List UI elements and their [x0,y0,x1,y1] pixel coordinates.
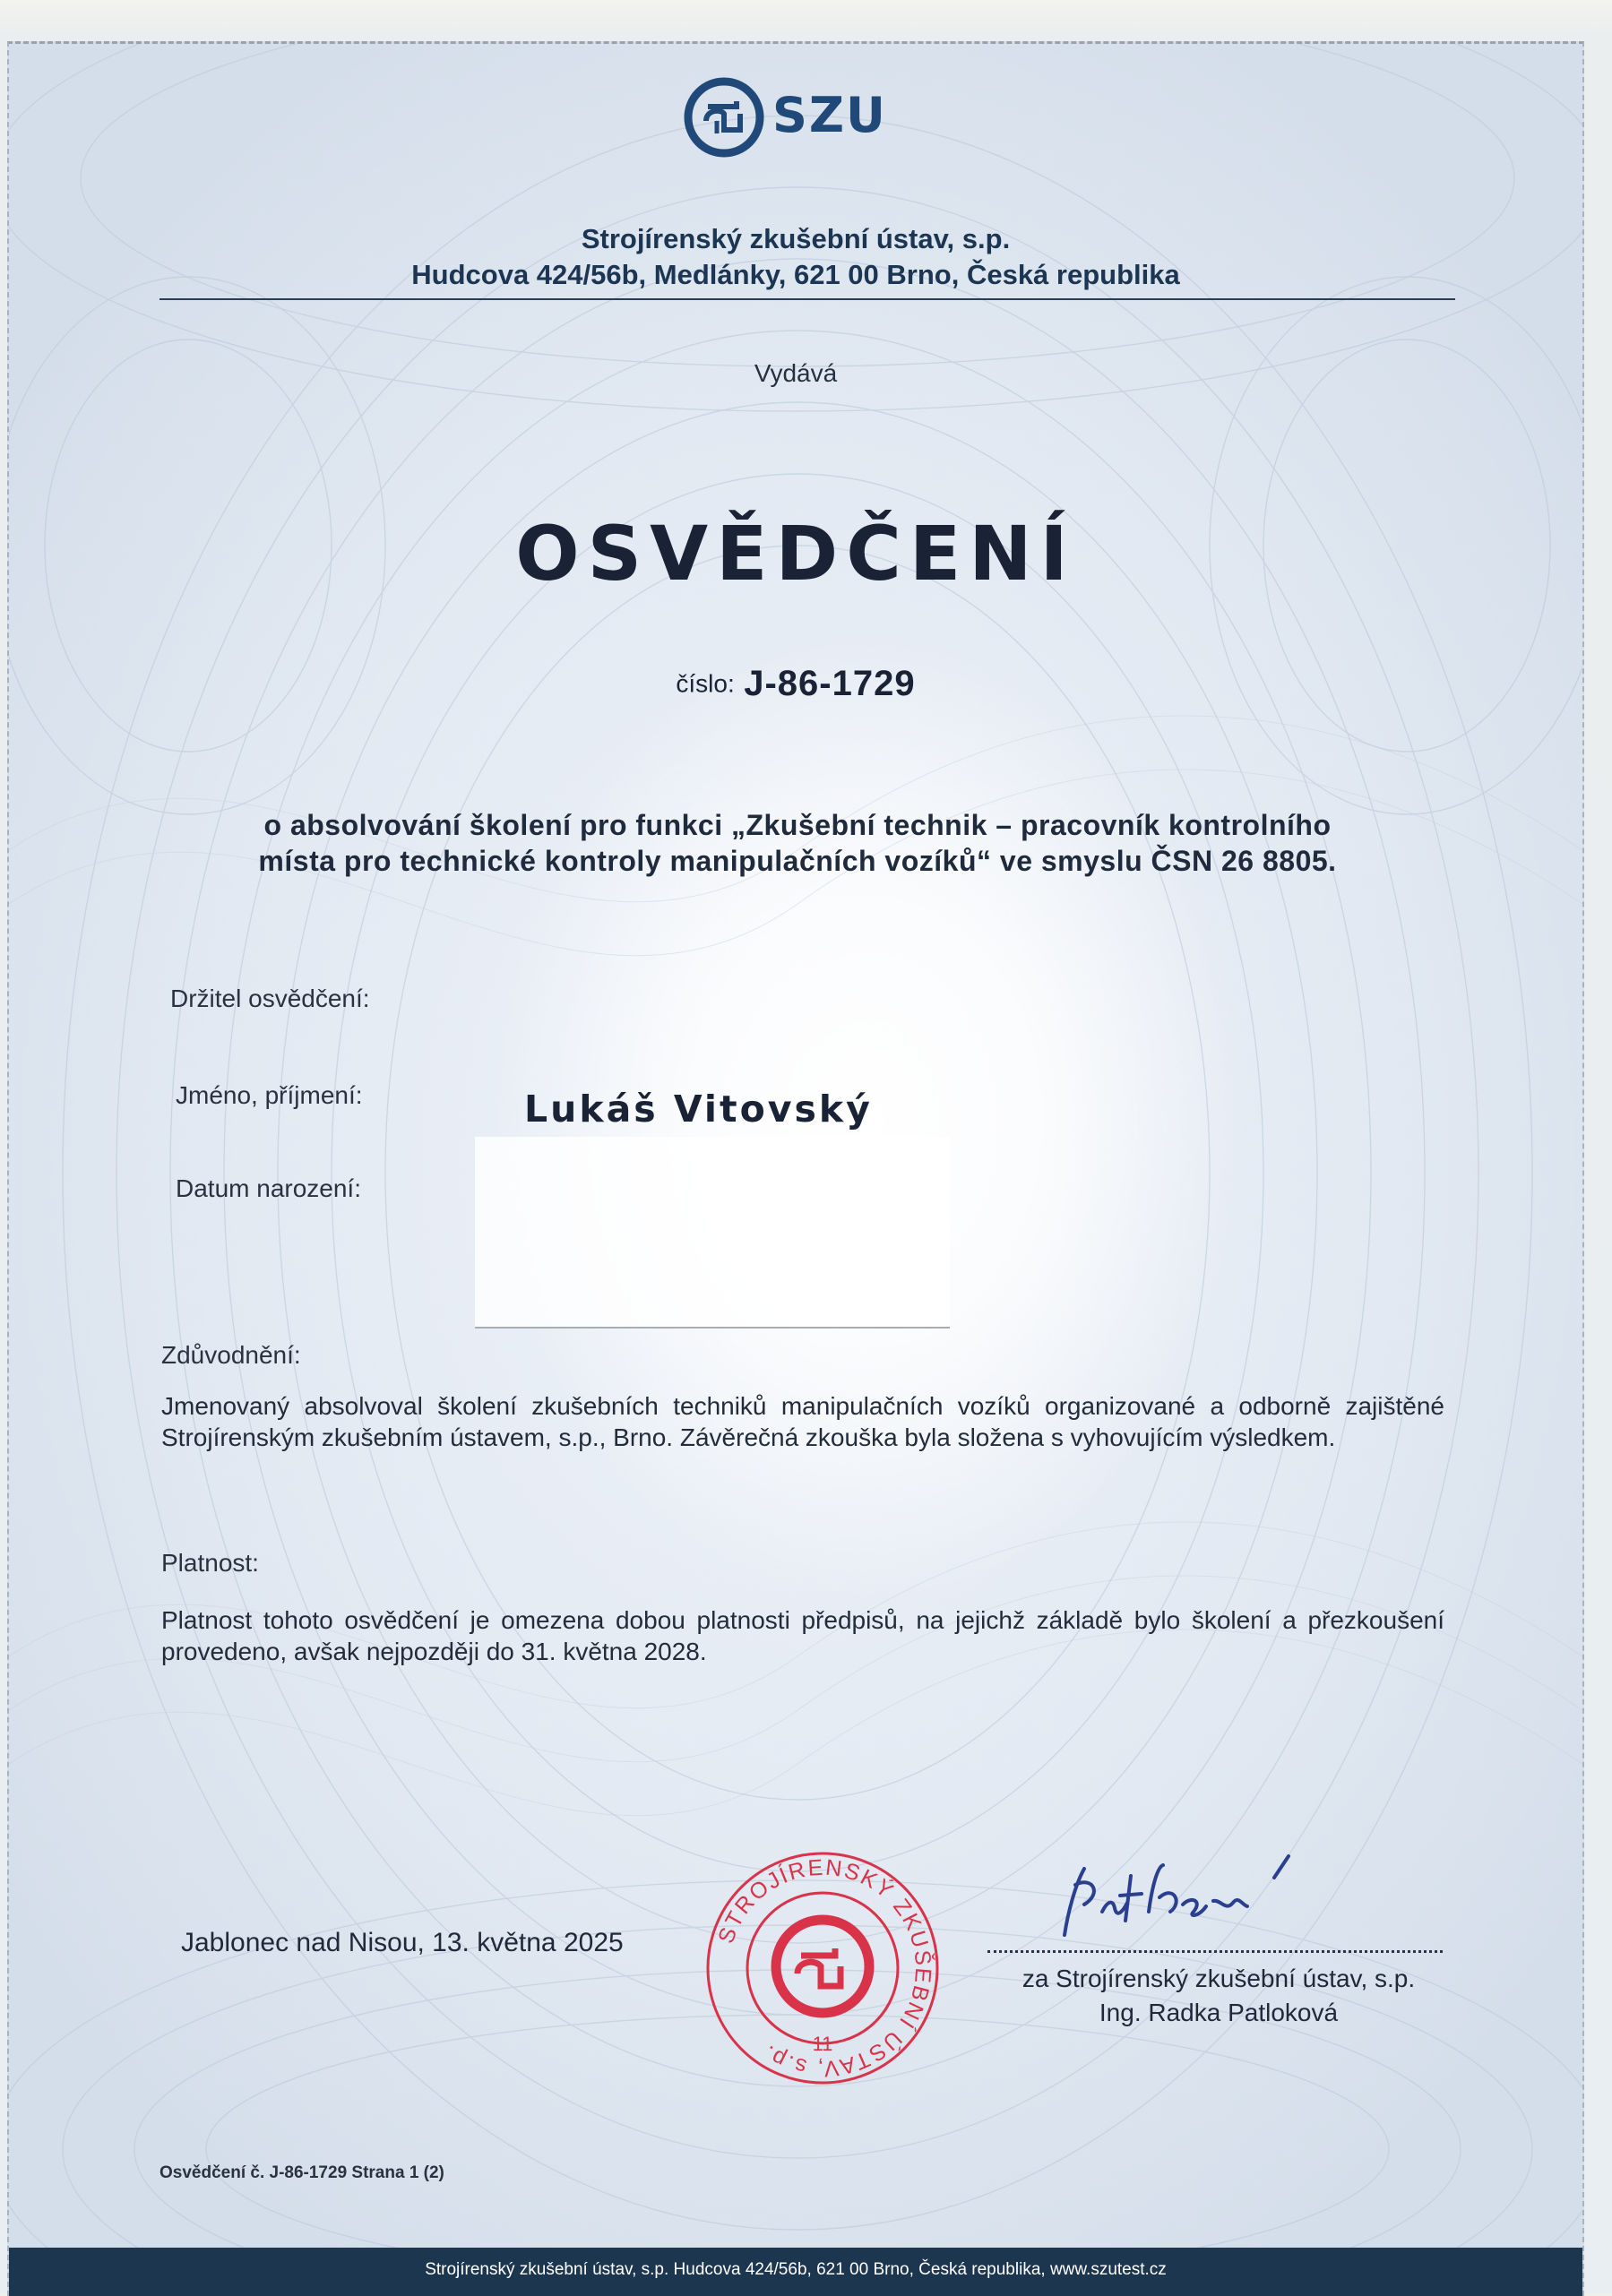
stamp-number: 11 [812,2033,833,2055]
holder-label: Držitel osvědčení: [170,985,370,1012]
purpose-line-1: o absolvování školení pro funkci „Zkušební technik – pracovník kontrolního [263,809,1332,841]
footer-bar [9,2248,1582,2296]
footer-text: Strojírenský zkušební ústav, s.p. Hudcova 424/56b, 621 00 Brno, Česká republika, www.szutest.cz [425,2260,1167,2279]
reason-text: Jmenovaný absolvoval školení zkušebních techniků manipulačních vozíků organizované a odborně zajištěné Strojírenským zkušebním ústavem, s.p., Brno. Závěrečná zkouška byla složena s vyhovujícím výsledkem. [161,1392,1444,1451]
signer-name: Ing. Radka Patloková [1099,1999,1339,2026]
handwritten-signature [1048,1849,1335,1956]
official-stamp [701,1846,944,2090]
signature-line [987,1950,1443,1953]
validity-text: Platnost tohoto osvědčení je omezena dobou platnosti předpisů, na jejichž základě bylo školení a přezkoušení provedeno, avšak nejpozději do 31. května 2028. [161,1606,1444,1665]
certificate-page [7,41,1584,2296]
number-value: J-86-1729 [744,664,916,703]
purpose-line-2: místa pro technické kontroly manipulačních vozíků“ ve smyslu ČSN 26 8805. [258,845,1337,877]
signer-organization: za Strojírenský zkušební ústav, s.p. [1022,1965,1416,1992]
issuer-name: Strojírenský zkušební ústav, s.p. [581,223,1011,254]
place-and-date: Jablonec nad Nisou, 13. května 2025 [181,1928,624,1957]
certificate-title: OSVĚDČENÍ [515,510,1076,598]
holder-name: Lukáš Vitovský [524,1088,873,1131]
redacted-birth-date [475,1137,950,1329]
issuer-address: Hudcova 424/56b, Medlánky, 621 00 Brno, Česká republika [411,259,1180,290]
logo-wordmark: SZU [772,87,887,143]
number-label: číslo: [676,669,735,698]
certificate-number [9,664,1582,704]
page-footnote: Osvědčení č. J-86-1729 Strana 1 (2) [159,2163,444,2182]
birth-date-label: Datum narození: [176,1174,361,1202]
szu-emblem-icon [681,74,771,160]
purpose-statement [143,807,1452,879]
szu-logo [681,74,914,160]
issues-label: Vydává [754,359,838,387]
name-label: Jméno, příjmení: [176,1081,363,1109]
validity-label: Platnost: [161,1549,259,1577]
stamp-ring-text: STROJÍRENSKÝ ZKUŠEBNÍ ÚSTAV, s.p. [713,1854,936,2082]
reason-label: Zdůvodnění: [161,1341,301,1369]
header-divider [159,298,1455,300]
